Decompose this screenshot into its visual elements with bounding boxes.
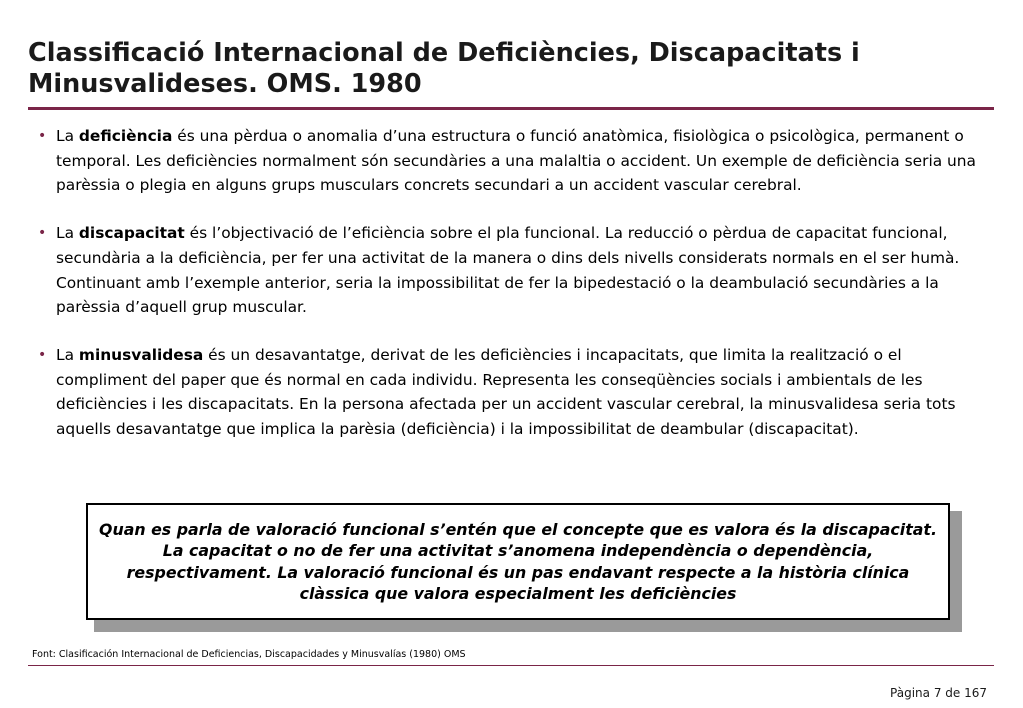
source-citation: Font: Clasificación Internacional de Deficiencias, Discapacidades y Minusvalías (1980) OMS <box>32 649 466 660</box>
callout-text: Quan es parla de valoració funcional s’entén que el concepte que es valora és la discapacitat. La capacitat o no de fer una activitat s’anomena independència o dependència, respectivament. La valoració funcional és un pas endavant respecte a la història clínica clàssica que valora especialment les deficiències <box>99 519 937 603</box>
bullet-text: és una pèrdua o anomalia d’una estructura o funció anatòmica, fisiològica o psicològica, permanent o temporal. Les deficiències normalment són secundàries a una malaltia o accident. Un exemple de deficiència seria una parèssia o plegia en alguns grups musculars concrets secundari a un accident vascular cerebral. <box>56 127 976 195</box>
bullet-minusvalidesa <box>38 343 996 442</box>
page-title: Classificació Internacional de Deficiències, Discapacitats i Minusvalideses. OMS. 1980 <box>28 38 860 99</box>
bullet-term: deficiència <box>78 127 173 145</box>
bullet-text: és l’objectivació de l’eficiència sobre el pla funcional. La reducció o pèrdua de capacitat funcional, secundària a la deficiència, per fer una activitat de la manera o dins dels nivells considerats normals en el ser humà. Continuant amb l’exemple anterior, seria la impossibilitat de fer la bipedestació o la deambulació secundàries a la parèssia d’aquell grup muscular. <box>56 224 960 317</box>
definitions-list <box>38 124 996 465</box>
bullet-term: discapacitat <box>78 224 185 243</box>
bullet-marker: • <box>38 225 47 242</box>
footer-divider <box>28 665 994 666</box>
bullet-marker: • <box>38 346 47 363</box>
bullet-prefix: La <box>56 345 79 364</box>
page-number: Pàgina 7 de 167 <box>890 686 987 700</box>
bullet-discapacitat <box>38 221 996 320</box>
title-divider <box>28 107 994 110</box>
bullet-marker: • <box>38 128 47 144</box>
bullet-term: minusvalidesa <box>78 345 204 364</box>
bullet-text: és un desavantatge, derivat de les deficiències i incapacitats, que limita la realització o el compliment del paper que és normal en cada individu. Representa les conseqüències socials i ambientals de les deficiències i les discapacitats. En la persona afectada per un accident vascular cerebral, la minusvalidesa seria tots aquells desavantatge que implica la parèsia (deficiència) i la impossibilitat de deambular (discapacitat). <box>56 345 956 439</box>
bullet-prefix: La <box>56 127 79 145</box>
bullet-deficiencia <box>38 124 996 198</box>
callout-box <box>86 503 950 620</box>
bullet-prefix: La <box>56 224 79 243</box>
